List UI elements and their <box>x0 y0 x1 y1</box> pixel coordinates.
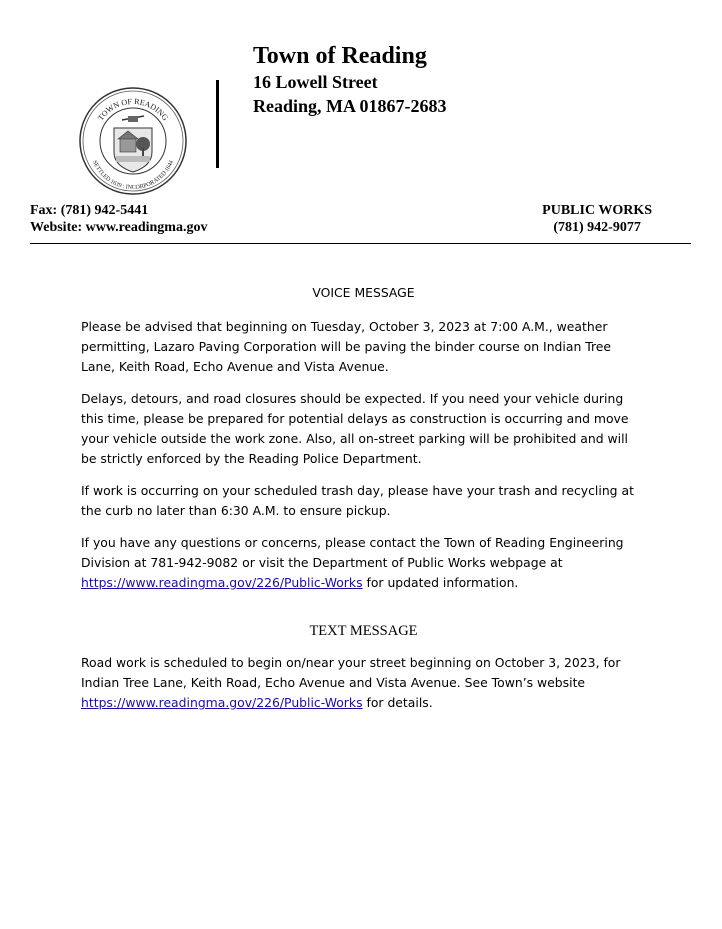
contact-right <box>542 202 652 236</box>
text-p1-text: Road work is scheduled to begin on/near your street beginning on October 3, 2023, for Indian Tree Lane, Keith Road, Echo Avenue and Vista Avenue. See Town’s website <box>81 655 621 690</box>
public-works-link-2[interactable]: https://www.readingma.gov/226/Public-Works <box>81 695 363 710</box>
street-address: 16 Lowell Street <box>253 72 378 92</box>
contact-left <box>30 202 207 236</box>
town-name: Town of Reading <box>253 43 427 69</box>
notice-body <box>81 283 646 725</box>
voice-paragraph-1: Please be advised that beginning on Tuesday, October 3, 2023 at 7:00 A.M., weather permitting, Lazaro Paving Corporation will be paving the binder course on Indian Tree Lane, Keith Road, Echo Avenue and Vista Avenue. <box>81 319 612 374</box>
text-p1-tail: for details. <box>362 695 433 710</box>
voice-message-heading: VOICE MESSAGE <box>312 285 415 300</box>
city-line: Reading, MA 01867-2683 <box>253 96 447 116</box>
voice-paragraph-3: If work is occurring on your scheduled trash day, please have your trash and recycling at the curb no later than 6:30 A.M. to ensure pickup. <box>81 483 634 518</box>
voice-paragraph-4 <box>81 533 646 593</box>
public-works-link[interactable]: https://www.readingma.gov/226/Public-Works <box>81 575 363 590</box>
fax-number: Fax: (781) 942-5441 <box>30 203 149 218</box>
letterhead <box>253 42 447 118</box>
seal-top-text: TOWN OF READING <box>96 96 170 123</box>
voice-p4-text: If you have any questions or concerns, please contact the Town of Reading Engineering Division at 781-942-9082 or visit the Department of Public Works webpage at <box>81 535 624 570</box>
seal-bottom-text: SETTLED 1639 : INCORPORATED 1644 <box>90 159 176 192</box>
department-name: PUBLIC WORKS <box>542 203 652 218</box>
town-seal <box>78 86 188 196</box>
voice-p4-tail: for updated information. <box>362 575 519 590</box>
header-rule <box>30 243 691 244</box>
header-divider <box>216 80 219 168</box>
website: Website: www.readingma.gov <box>30 220 208 235</box>
text-paragraph-1 <box>81 653 646 713</box>
voice-paragraph-2: Delays, detours, and road closures should be expected. If you need your vehicle during this time, please be prepared for potential delays as construction is occurring and move your vehicle outside the work zone. Also, all on-street parking will be prohibited and will be strictly enforced by the Reading Police Department. <box>81 391 629 466</box>
text-message-heading: TEXT MESSAGE <box>309 623 418 639</box>
department-phone: (781) 942-9077 <box>553 220 641 235</box>
